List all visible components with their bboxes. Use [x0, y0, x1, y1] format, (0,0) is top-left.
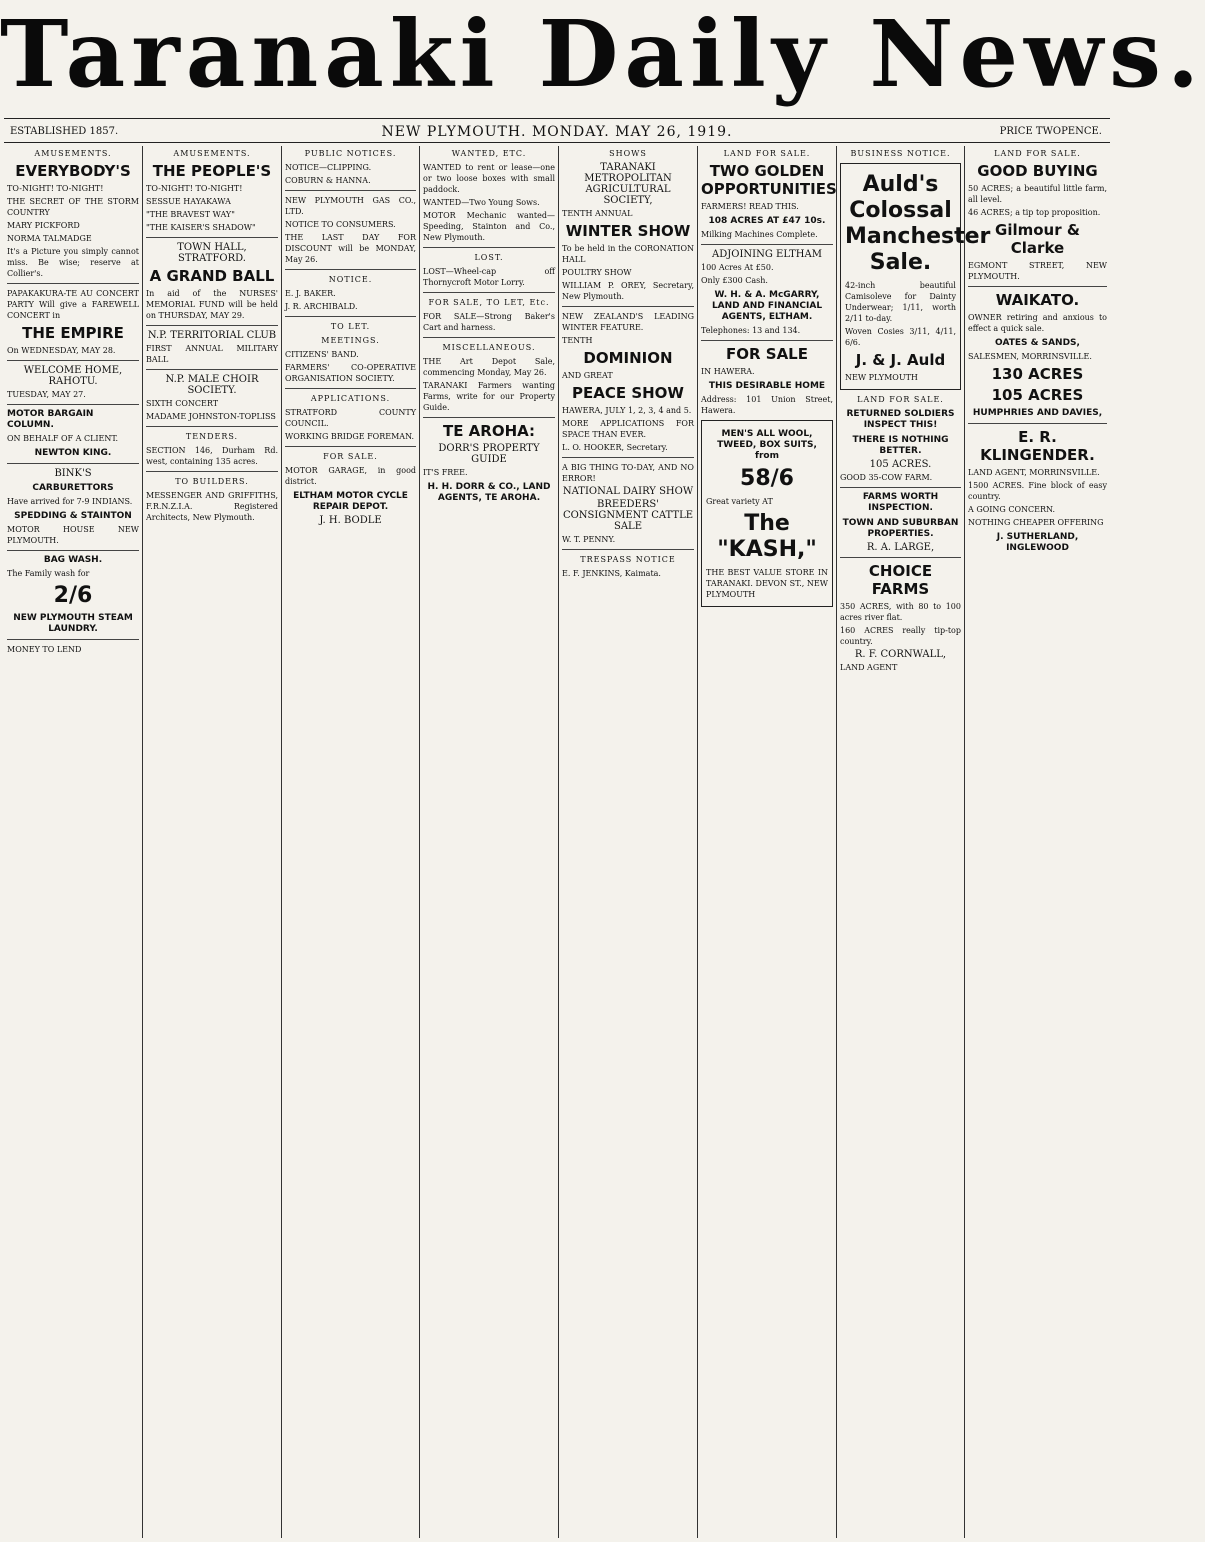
peoples-headline: THE PEOPLE'S	[152, 162, 272, 180]
established-line: ESTABLISHED 1857.	[10, 126, 119, 137]
text: J. & J. Auld	[855, 351, 946, 369]
divider	[701, 340, 833, 341]
text: FARMERS' CO-OPERATIVE ORGANISATION SOCIETY.	[285, 363, 416, 383]
text: 350 ACRES, with 80 to 100 acres river flat.	[840, 602, 961, 622]
header-rule	[4, 142, 1110, 143]
column-shows	[559, 146, 697, 1538]
text: BINK'S	[54, 468, 92, 479]
divider	[285, 446, 416, 447]
text: 160 ACRES really tip-top country.	[840, 626, 961, 646]
text: OATES & SANDS,	[995, 338, 1080, 348]
text: BAG WASH.	[43, 555, 103, 565]
for-sale-headline: FOR SALE	[726, 345, 808, 363]
text: MEN'S ALL WOOL, TWEED, BOX SUITS, from	[717, 429, 817, 461]
text: NEW PLYMOUTH STEAM LAUNDRY.	[13, 613, 133, 634]
text: OWNER retiring and anxious to effect a quick sale.	[968, 313, 1107, 333]
text: R. F. CORNWALL,	[854, 649, 947, 660]
masthead-title: Taranaki Daily News.	[0, 0, 1205, 108]
text: NEWTON KING.	[34, 448, 112, 458]
section-heading: WANTED, ETC.	[451, 149, 527, 158]
column-wanted	[420, 146, 558, 1538]
waikato-headline: WAIKATO.	[995, 291, 1080, 309]
section-heading: MEETINGS.	[321, 336, 380, 345]
text: 42-inch beautiful Camisoleve for Dainty Underwear; 1/11, worth 2/11 to-day.	[845, 281, 956, 323]
text: AND GREAT	[562, 371, 613, 380]
text: RETURNED SOLDIERS INSPECT THIS!	[846, 409, 955, 430]
text: 108 ACRES AT £47 10s.	[708, 216, 826, 226]
text: 105 ACRES	[991, 386, 1084, 404]
text: WANTED to rent or lease—one or two loose boxes with small paddock.	[423, 163, 555, 194]
text: THE Art Depot Sale, commencing Monday, May 26.	[423, 357, 555, 377]
price-2-6: 2/6	[53, 583, 93, 608]
text: LOST—Wheel-cap off Thornycroft Motor Lorry.	[423, 267, 555, 287]
text: Woven Cosies 3/11, 4/11, 6/6.	[845, 327, 956, 347]
text: FIRST ANNUAL MILITARY BALL	[146, 344, 278, 364]
text: DORR'S PROPERTY GUIDE	[438, 443, 540, 465]
text: MORE APPLICATIONS FOR SPACE THAN EVER.	[562, 419, 694, 439]
price-line: PRICE TWOPENCE.	[999, 126, 1102, 137]
section-heading: TRESPASS NOTICE	[580, 555, 676, 564]
text: Address: 101 Union Street, Hawera.	[701, 395, 833, 415]
text: THE SECRET OF THE STORM COUNTRY	[7, 197, 139, 217]
text: J. H. BODLE	[319, 515, 382, 526]
auld-headline: Auld's Colossal Manchester Sale.	[845, 172, 991, 275]
motor-bargain-heading: MOTOR BARGAIN COLUMN.	[7, 409, 94, 430]
text: TOWN HALL, STRATFORD.	[177, 242, 247, 264]
kash-advert	[701, 420, 833, 607]
section-heading: MISCELLANEOUS.	[442, 343, 536, 352]
text: ON BEHALF OF A CLIENT.	[7, 434, 119, 443]
text: Gilmour & Clarke	[995, 221, 1080, 257]
choice-farms-headline: CHOICE FARMS	[868, 562, 933, 598]
text: COBURN & HANNA.	[285, 176, 371, 185]
divider	[146, 426, 278, 427]
text: WANTED—Two Young Sows.	[423, 198, 540, 207]
text: 50 ACRES; a beautiful little farm, all level.	[968, 184, 1107, 204]
divider	[701, 244, 833, 245]
divider	[7, 283, 139, 284]
text: STRATFORD COUNTY COUNCIL.	[285, 408, 416, 428]
text: N.P. TERRITORIAL CLUB	[147, 330, 277, 341]
text: Great variety AT	[706, 497, 773, 506]
section-heading: TO LET.	[330, 322, 371, 331]
text: FARMERS! READ THIS.	[701, 202, 799, 211]
section-heading: BUSINESS NOTICE.	[850, 149, 951, 158]
text: GOOD 35-COW FARM.	[840, 473, 933, 482]
section-heading: PUBLIC NOTICES.	[304, 149, 397, 158]
text: MARY PICKFORD	[7, 221, 80, 230]
text: 100 Acres At £50.	[701, 263, 774, 272]
text: TARANAKI Farmers wanting Farms, write for our Property Guide.	[423, 381, 555, 412]
divider	[562, 306, 694, 307]
divider	[7, 639, 139, 640]
text: "THE BRAVEST WAY"	[146, 210, 235, 219]
text: J. SUTHERLAND, INGLEWOOD	[996, 532, 1079, 553]
text: HUMPHRIES AND DAVIES,	[972, 408, 1103, 418]
text: SECTION 146, Durham Rd. west, containing 135 acres.	[146, 446, 278, 466]
text: Milking Machines Complete.	[701, 230, 818, 239]
text: Telephones: 13 and 134.	[701, 326, 801, 335]
text: MADAME JOHNSTON-TOPLISS	[146, 412, 276, 421]
text: PAPAKAKURA-TE AU CONCERT PARTY Will give a FAREWELL CONCERT in	[7, 289, 139, 320]
section-heading: FOR SALE, TO LET, Etc.	[428, 298, 550, 307]
divider	[840, 487, 961, 488]
divider	[423, 337, 555, 338]
text: NOTICE TO CONSUMERS.	[285, 220, 396, 229]
text: MESSENGER AND GRIFFITHS, F.R.N.Z.I.A. Registered Architects, New Plymouth.	[146, 491, 278, 522]
price-58-6: 58/6	[740, 466, 794, 491]
text: FARMS WORTH INSPECTION.	[862, 492, 939, 513]
text: In aid of the NURSES' MEMORIAL FUND will be held on THURSDAY, MAY 29.	[146, 289, 278, 320]
text: ELTHAM MOTOR CYCLE REPAIR DEPOT.	[293, 491, 408, 512]
text: SESSUE HAYAKAWA	[146, 197, 231, 206]
te-aroha-headline: TE AROHA:	[442, 422, 536, 440]
text: POULTRY SHOW	[562, 268, 632, 277]
text: ADJOINING ELTHAM	[712, 249, 822, 260]
text: A GOING CONCERN.	[968, 505, 1056, 514]
divider	[285, 388, 416, 389]
text: "THE KAISER'S SHADOW"	[146, 223, 256, 232]
text: TUESDAY, MAY 27.	[7, 390, 86, 399]
text: IN HAWERA.	[701, 367, 755, 376]
divider	[146, 325, 278, 326]
divider	[285, 316, 416, 317]
text: CARBURETTORS	[32, 483, 114, 493]
divider	[423, 417, 555, 418]
section-heading: SHOWS	[609, 149, 647, 158]
text: THE LAST DAY FOR DISCOUNT will be MONDAY, May 26.	[285, 233, 416, 264]
text: TARANAKI METROPOLITAN AGRICULTURAL SOCIETY,	[584, 162, 672, 206]
text: 130 ACRES	[991, 365, 1084, 383]
text: W. T. PENNY.	[562, 535, 616, 544]
auld-advert	[840, 163, 991, 390]
text: HAWERA, JULY 1, 2, 3, 4 and 5.	[562, 406, 692, 415]
good-buying-headline: GOOD BUYING	[977, 162, 1098, 180]
text: MOTOR HOUSE NEW PLYMOUTH.	[7, 525, 139, 545]
divider	[146, 471, 278, 472]
text: THE BEST VALUE STORE IN TARANAKI. DEVON ST., NEW PLYMOUTH	[706, 568, 828, 599]
text: THERE IS NOTHING BETTER.	[852, 435, 949, 456]
masthead-rule	[4, 118, 1110, 119]
section-heading: LOST.	[474, 253, 504, 262]
text: SPEDDING & STAINTON	[14, 511, 132, 521]
text: LAND AGENT	[840, 663, 898, 672]
divider	[7, 463, 139, 464]
golden-opportunities-headline: TWO GOLDEN OPPORTUNITIES	[701, 162, 837, 198]
divider	[562, 549, 694, 550]
column-public-notices	[282, 146, 419, 1538]
text: NORMA TALMADGE	[7, 234, 92, 243]
section-heading: LAND FOR SALE.	[857, 395, 944, 404]
text: 1500 ACRES. Fine block of easy country.	[968, 481, 1107, 501]
text: MOTOR GARAGE, in good district.	[285, 466, 416, 486]
divider	[7, 550, 139, 551]
text: NOTICE—CLIPPING.	[285, 163, 372, 172]
column-amusements-1	[4, 146, 142, 1538]
text: CITIZENS' BAND.	[285, 350, 359, 359]
everybodys-headline: EVERYBODY'S	[15, 162, 131, 180]
section-heading: AMUSEMENTS.	[173, 149, 251, 158]
text: R. A. LARGE,	[866, 542, 935, 553]
text: NEW ZEALAND'S LEADING WINTER FEATURE.	[562, 312, 694, 332]
section-heading: APPLICATIONS.	[310, 394, 391, 403]
divider	[285, 269, 416, 270]
text: LAND AGENT, MORRINSVILLE.	[968, 468, 1100, 477]
text: TO-NIGHT! TO-NIGHT!	[146, 184, 243, 193]
text: WILLIAM P. OREY, Secretary, New Plymouth.	[562, 281, 694, 301]
dominion-headline: DOMINION	[583, 349, 673, 367]
text: On WEDNESDAY, MAY 28.	[7, 346, 116, 355]
divider	[146, 369, 278, 370]
section-heading: AMUSEMENTS.	[34, 149, 112, 158]
text: TENTH ANNUAL	[562, 209, 633, 218]
text: NOTHING CHEAPER OFFERING	[968, 518, 1104, 527]
text: NEW PLYMOUTH	[845, 373, 918, 382]
text: Only £300 Cash.	[701, 276, 768, 285]
text: NEW PLYMOUTH GAS CO., LTD.	[285, 196, 416, 216]
text: N.P. MALE CHOIR SOCIETY.	[165, 374, 259, 396]
divider	[285, 190, 416, 191]
text: TO-NIGHT! TO-NIGHT!	[7, 184, 104, 193]
text: BREEDERS' CONSIGNMENT CATTLE SALE	[562, 499, 694, 532]
text: MOTOR Mechanic wanted—Speeding, Stainton and Co., New Plymouth.	[423, 211, 555, 242]
section-heading: LAND FOR SALE.	[723, 149, 811, 158]
column-business-notice	[837, 146, 991, 1538]
kash-store-name: The "KASH,"	[717, 511, 817, 562]
peace-show-headline: PEACE SHOW	[572, 384, 684, 402]
text: J. R. ARCHIBALD.	[285, 302, 358, 311]
divider	[423, 292, 555, 293]
divider	[562, 457, 694, 458]
text: E. F. JENKINS, Kaimata.	[562, 569, 661, 578]
text: FOR SALE—Strong Baker's Cart and harness.	[423, 312, 555, 332]
winter-show-headline: WINTER SHOW	[565, 222, 691, 240]
text: L. O. HOOKER, Secretary.	[562, 443, 668, 452]
text: E. J. BAKER.	[285, 289, 336, 298]
divider	[146, 237, 278, 238]
section-heading: FOR SALE.	[323, 452, 378, 461]
text: 46 ACRES; a tip top proposition.	[968, 208, 1101, 217]
date-line: NEW PLYMOUTH. MONDAY. MAY 26, 1919.	[381, 124, 733, 140]
text: W. H. & A. McGARRY, LAND AND FINANCIAL AGENTS, ELTHAM.	[711, 290, 823, 322]
text: IT'S FREE.	[423, 468, 468, 477]
column-amusements-2	[143, 146, 281, 1538]
grand-ball-headline: A GRAND BALL	[149, 267, 275, 285]
section-heading: LAND FOR SALE.	[994, 149, 1081, 158]
divider	[7, 404, 139, 405]
text: The Family wash for	[7, 569, 90, 578]
text: WELCOME HOME, RAHOTU.	[23, 365, 123, 387]
text: THIS DESIRABLE HOME	[708, 381, 826, 391]
divider	[423, 247, 555, 248]
text: 105 ACRES.	[869, 459, 932, 470]
text: EGMONT STREET, NEW PLYMOUTH.	[968, 261, 1107, 281]
section-heading: TO BUILDERS.	[175, 477, 249, 486]
divider	[968, 423, 1107, 424]
column-land-for-sale-2	[965, 146, 1110, 1538]
text: SALESMEN, MORRINSVILLE.	[968, 352, 1092, 361]
section-heading: TENDERS.	[185, 432, 239, 441]
text: It's a Picture you simply cannot miss. Be wise; reserve at Collier's.	[7, 247, 139, 278]
text: WORKING BRIDGE FOREMAN.	[285, 432, 415, 441]
text: TOWN AND SUBURBAN PROPERTIES.	[842, 518, 959, 539]
empire-headline: THE EMPIRE	[22, 324, 124, 342]
text: NATIONAL DAIRY SHOW	[562, 486, 694, 497]
text: E. R. KLINGENDER.	[980, 428, 1095, 464]
text: A BIG THING TO-DAY, AND NO ERROR!	[562, 463, 694, 483]
text: Have arrived for 7-9 INDIANS.	[7, 497, 133, 506]
text: To be held in the CORONATION HALL	[562, 244, 694, 264]
text: TENTH	[562, 336, 593, 345]
divider	[968, 286, 1107, 287]
divider	[7, 360, 139, 361]
text: SIXTH CONCERT	[146, 399, 219, 408]
divider	[840, 557, 961, 558]
text: MONEY TO LEND	[7, 645, 82, 654]
section-heading: NOTICE.	[328, 275, 373, 284]
column-land-for-sale	[698, 146, 836, 1538]
text: H. H. DORR & CO., LAND AGENTS, TE AROHA.	[427, 482, 551, 503]
